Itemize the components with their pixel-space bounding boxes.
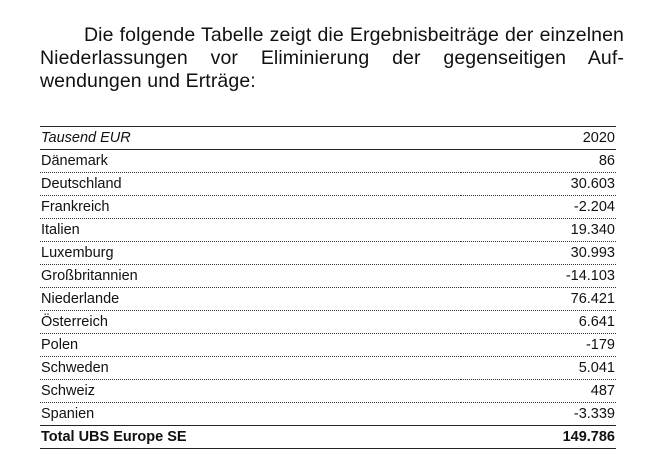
branch-name: Schweden	[40, 357, 461, 380]
branch-value: 76.421	[461, 288, 616, 311]
branch-value: -179	[461, 334, 616, 357]
table-row	[40, 334, 616, 357]
table-row	[40, 265, 616, 288]
table-row	[40, 196, 616, 219]
branch-name: Frankreich	[40, 196, 461, 219]
intro-paragraph: Die folgende Tabelle zeigt die Ergebnisbeiträge der einzelnen Niederlassungen vor Eliminierung der gegenseitigen Auf-wendungen und Erträge:	[40, 24, 624, 92]
branch-name: Polen	[40, 334, 461, 357]
branch-name: Spanien	[40, 403, 461, 426]
table-row	[40, 311, 616, 334]
total-label: Total UBS Europe SE	[40, 426, 461, 449]
branch-name: Luxemburg	[40, 242, 461, 265]
branch-name: Italien	[40, 219, 461, 242]
branch-value: 30.603	[461, 173, 616, 196]
table-row	[40, 173, 616, 196]
branch-value: -2.204	[461, 196, 616, 219]
branch-value: 30.993	[461, 242, 616, 265]
branch-value: -14.103	[461, 265, 616, 288]
table-row	[40, 219, 616, 242]
table-row	[40, 242, 616, 265]
table-row	[40, 380, 616, 403]
branch-name: Niederlande	[40, 288, 461, 311]
table-total-row	[40, 426, 616, 449]
branch-name: Schweiz	[40, 380, 461, 403]
unit-header: Tausend EUR	[40, 127, 461, 150]
year-header: 2020	[461, 127, 616, 150]
branch-name: Deutschland	[40, 173, 461, 196]
branch-value: 19.340	[461, 219, 616, 242]
table-row	[40, 357, 616, 380]
table-row	[40, 288, 616, 311]
branch-value: 487	[461, 380, 616, 403]
results-table	[40, 126, 616, 449]
table-header-row	[40, 127, 616, 150]
branch-name: Österreich	[40, 311, 461, 334]
total-value: 149.786	[461, 426, 616, 449]
table-row	[40, 150, 616, 173]
branch-name: Dänemark	[40, 150, 461, 173]
table-row	[40, 403, 616, 426]
branch-name: Großbritannien	[40, 265, 461, 288]
branch-value: -3.339	[461, 403, 616, 426]
branch-value: 5.041	[461, 357, 616, 380]
branch-value: 6.641	[461, 311, 616, 334]
branch-value: 86	[461, 150, 616, 173]
